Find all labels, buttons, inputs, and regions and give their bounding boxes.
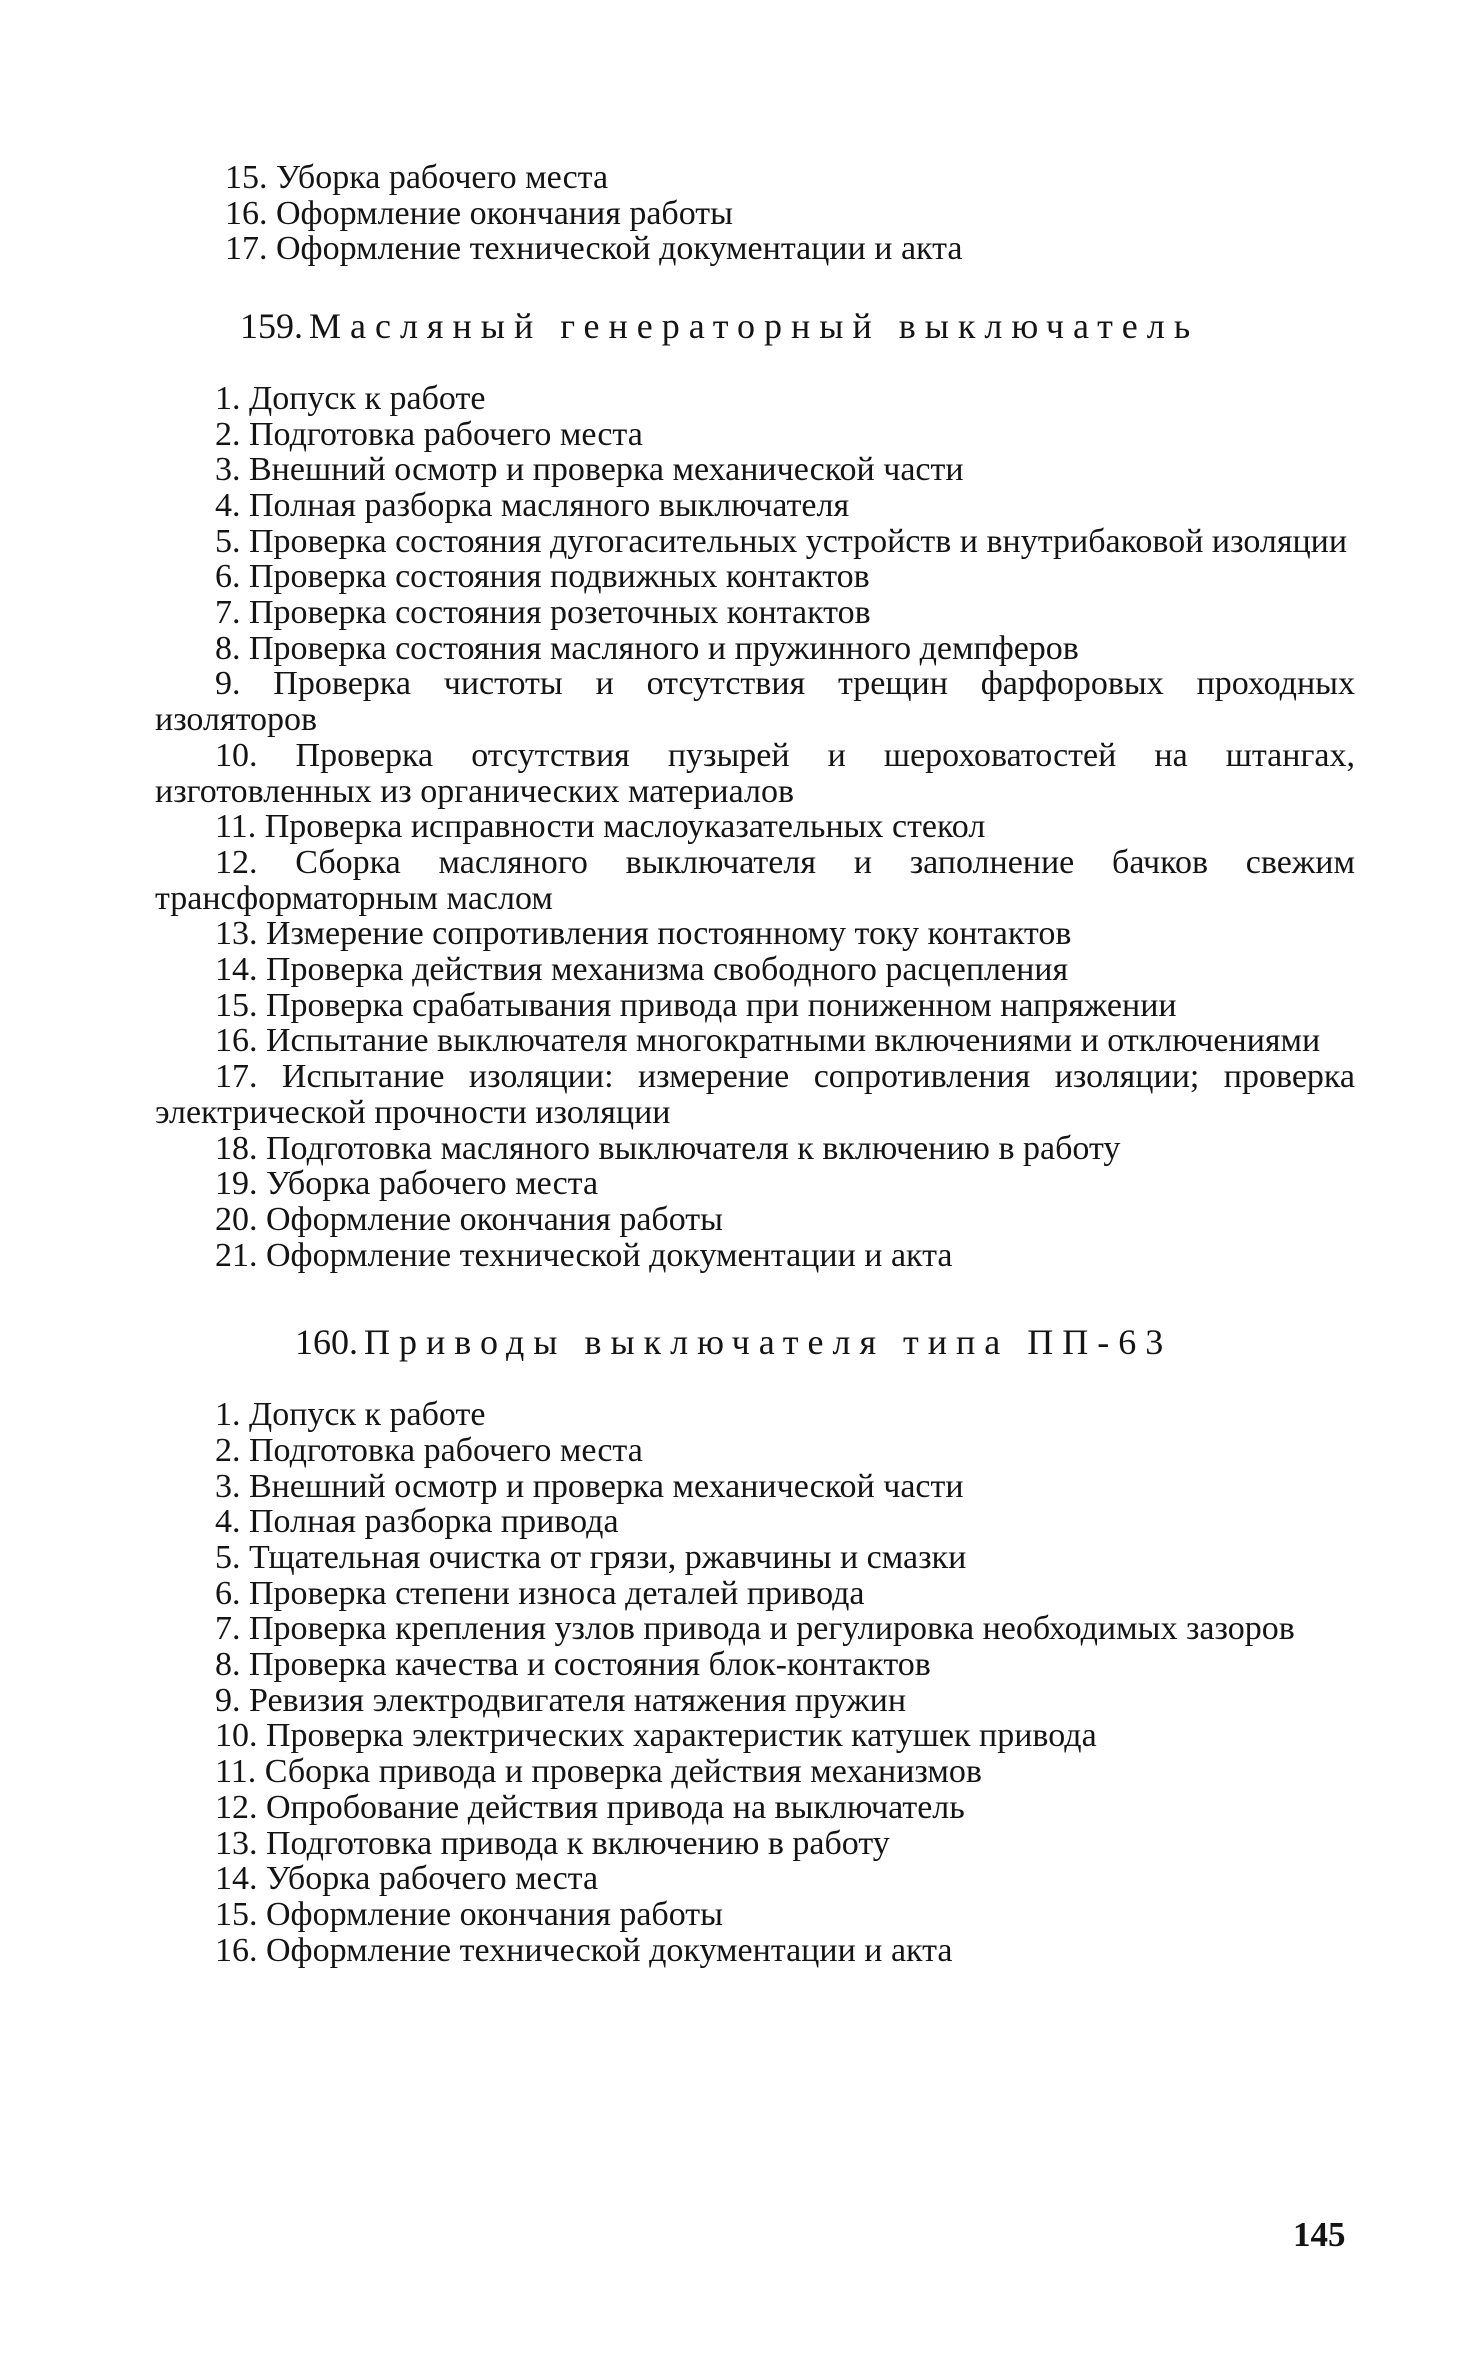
section-heading: Приводы выключателя типа ПП-63 xyxy=(364,1322,1173,1363)
list-item: 16. Оформление окончания работы xyxy=(225,194,733,232)
list-item: 2. Подготовка рабочего места xyxy=(215,415,643,453)
section-160-list xyxy=(155,1397,1355,1968)
list-item: 13. Подготовка привода к включению в работу xyxy=(215,1824,890,1862)
list-item: 5. Тщательная очистка от грязи, ржавчины и смазки xyxy=(215,1538,967,1576)
list-item: 17. Оформление технической документации и акта xyxy=(225,230,963,268)
list-item: 15. Уборка рабочего места xyxy=(225,159,609,196)
continued-list xyxy=(155,160,1355,267)
list-item: 5. Проверка состояния дугогасительных устройств и внутрибаковой изоляции xyxy=(215,522,1348,560)
list-item: 12. Опробование действия привода на выключатель xyxy=(215,1788,965,1826)
list-item: 1. Допуск к работе xyxy=(215,1396,486,1434)
list-item: 9. Ревизия электродвигателя натяжения пружин xyxy=(215,1681,907,1719)
list-item: 9. Проверка чистоты и отсутствия трещин фарфоровых проходных изоляторов xyxy=(155,665,1355,739)
list-item: 8. Проверка качества и состояния блок-контактов xyxy=(215,1646,931,1684)
list-item: 3. Внешний осмотр и проверка механической части xyxy=(215,1467,964,1505)
list-item: 4. Полная разборка привода xyxy=(215,1503,619,1541)
section-number: 160. xyxy=(295,1322,358,1363)
section-title-159 xyxy=(155,306,1355,347)
section-159-list xyxy=(155,381,1355,1274)
list-item: 1. Допуск к работе xyxy=(215,379,486,417)
list-item: 14. Проверка действия механизма свободного расцепления xyxy=(215,951,1069,989)
section-title-160 xyxy=(155,1322,1355,1363)
list-item: 15. Проверка срабатывания привода при пониженном напряжении xyxy=(215,986,1177,1024)
list-item: 19. Уборка рабочего места xyxy=(215,1165,599,1203)
list-item: 4. Полная разборка масляного выключателя xyxy=(215,486,850,524)
list-item: 14. Уборка рабочего места xyxy=(215,1860,599,1898)
list-item: 10. Проверка отсутствия пузырей и шероховатостей на штангах, изготовленных из органических материалов xyxy=(155,736,1355,810)
section-number: 159. xyxy=(240,306,303,347)
list-item: 8. Проверка состояния масляного и пружинного демпферов xyxy=(215,629,1079,667)
list-item: 13. Измерение сопротивления постоянному току контактов xyxy=(215,915,1072,953)
list-item: 16. Испытание выключателя многократными включениями и отключениями xyxy=(215,1022,1321,1060)
list-item: 3. Внешний осмотр и проверка механической части xyxy=(215,451,964,489)
list-item: 6. Проверка степени износа деталей привода xyxy=(215,1574,865,1612)
list-item: 15. Оформление окончания работы xyxy=(215,1895,723,1933)
list-item: 11. Сборка привода и проверка действия механизмов xyxy=(215,1753,982,1791)
list-item: 2. Подготовка рабочего места xyxy=(215,1431,643,1469)
list-item: 7. Проверка крепления узлов привода и регулировка необходимых зазоров xyxy=(215,1610,1295,1648)
list-item: 12. Сборка масляного выключателя и заполнение бачков свежим трансформаторным маслом xyxy=(155,843,1355,917)
list-item: 21. Оформление технической документации и акта xyxy=(215,1236,953,1274)
list-item: 11. Проверка исправности маслоуказательных стекол xyxy=(215,808,986,846)
section-heading: Масляный генераторный выключатель xyxy=(309,306,1200,347)
list-item: 7. Проверка состояния розеточных контактов xyxy=(215,594,871,632)
document-page xyxy=(155,160,1355,1968)
list-item: 20. Оформление окончания работы xyxy=(215,1200,723,1238)
list-item: 6. Проверка состояния подвижных контактов xyxy=(215,558,870,596)
list-item: 16. Оформление технической документации и акта xyxy=(215,1931,953,1969)
list-item: 18. Подготовка масляного выключателя к включению в работу xyxy=(215,1129,1121,1167)
list-item: 10. Проверка электрических характеристик катушек привода xyxy=(215,1717,1097,1755)
page-number: 145 xyxy=(1293,2215,1346,2254)
list-item: 17. Испытание изоляции: измерение сопротивления изоляции; проверка электрической прочности изоляции xyxy=(155,1058,1355,1131)
